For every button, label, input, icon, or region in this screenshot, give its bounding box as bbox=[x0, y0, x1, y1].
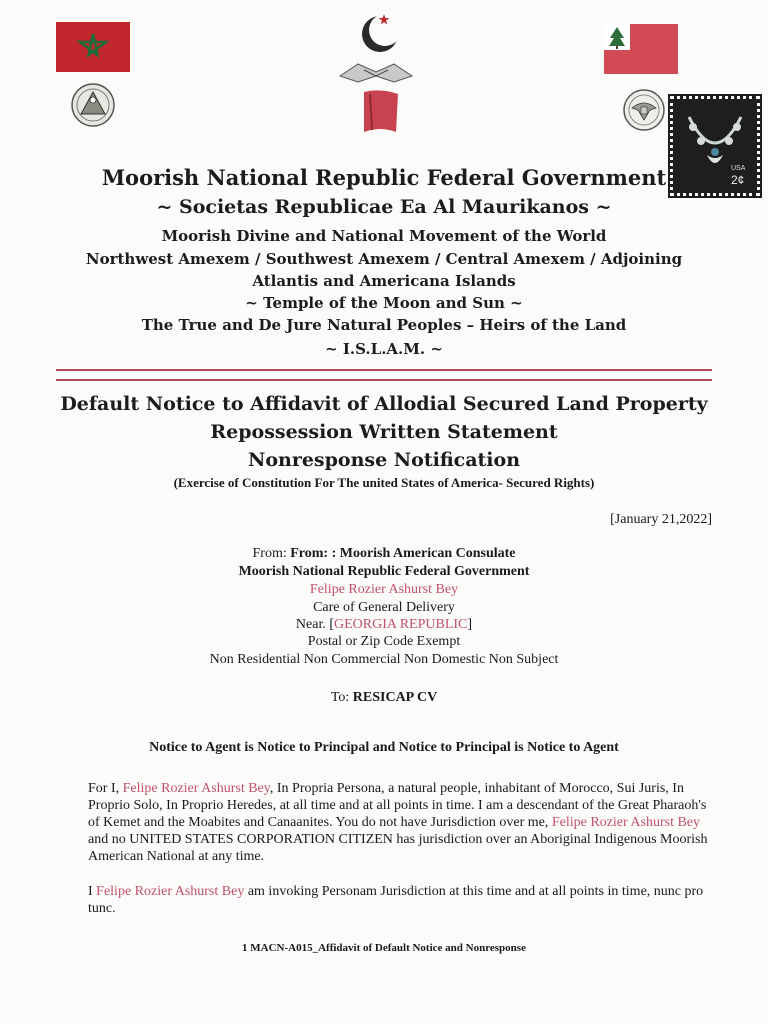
page-footer: 1 MACN-A015_Affidavit of Default Notice and Nonresponse bbox=[242, 942, 526, 954]
pyramid-seal-icon bbox=[70, 82, 116, 128]
handshake-icon bbox=[336, 58, 416, 86]
header-line-3: Moorish Divine and National Movement of the World bbox=[161, 227, 607, 245]
from-near bbox=[0, 617, 768, 633]
paragraph-1 bbox=[88, 780, 714, 865]
header-line-1: Moorish National Republic Federal Government bbox=[101, 165, 667, 190]
header-line-8: ~ I.S.L.A.M. ~ bbox=[325, 340, 443, 358]
from-name: Felipe Rozier Ashurst Bey bbox=[309, 582, 459, 597]
near-place: GEORGIA REPUBLIC bbox=[334, 617, 468, 632]
to-line bbox=[0, 690, 768, 706]
from-postal: Postal or Zip Code Exempt bbox=[307, 634, 461, 649]
para1-text-b: , In Propria Persona, a natural people, inhabitant of Morocco, Sui Juris, In Proprio Solo, In Proprio Heredes, at all time and at all points in time. I am a descendant of the Great Pharaoh's of Kemet and the Moabites and Canaanites. You do not have Jurisdiction over me, bbox=[88, 781, 707, 830]
notice-heading: Notice to Agent is Notice to Principal and Notice to Principal is Notice to Agent bbox=[149, 740, 619, 755]
red-flag-icon bbox=[360, 88, 402, 138]
para1-text-a: For I, bbox=[88, 781, 123, 796]
para1-name-2: Felipe Rozier Ashurst Bey bbox=[551, 815, 701, 830]
from-line bbox=[0, 546, 768, 562]
para1-text-c: and no UNITED STATES CORPORATION CITIZEN has jurisdiction over an Aboriginal Indigenous Moorish American National at any time. bbox=[88, 832, 708, 864]
from-label: From: bbox=[252, 546, 287, 561]
document-date: [January 21,2022] bbox=[610, 512, 712, 527]
to-label: To: bbox=[330, 690, 350, 705]
crescent-star-icon bbox=[358, 10, 404, 54]
divider-top bbox=[56, 369, 712, 371]
header-line-6: ~ Temple of the Moon and Sun ~ bbox=[245, 294, 523, 312]
header-line-5: Atlantis and Americana Islands bbox=[252, 272, 516, 290]
from-status: Non Residential Non Commercial Non Domestic Non Subject bbox=[209, 652, 559, 667]
eagle-seal-icon bbox=[622, 88, 666, 132]
to-name: RESICAP CV bbox=[352, 690, 438, 705]
divider-bottom bbox=[56, 379, 712, 381]
header-line-4: Northwest Amexem / Southwest Amexem / Central Amexem / Adjoining bbox=[85, 250, 683, 268]
title-subtitle: (Exercise of Constitution For The united States of America- Secured Rights) bbox=[173, 475, 595, 490]
title-line-3: Nonresponse Notification bbox=[247, 449, 521, 471]
header-line-2: ~ Societas Republicae Ea Al Maurikanos ~ bbox=[156, 196, 612, 218]
stamp-country: USA bbox=[731, 165, 746, 172]
para2-text-b: am invoking Personam Jurisdiction at this time and at all points in time, nunc pro tunc. bbox=[88, 884, 704, 916]
morocco-flag bbox=[56, 22, 130, 72]
paragraph-2 bbox=[88, 883, 714, 917]
from-care: Care of General Delivery bbox=[313, 600, 455, 615]
title-line-1: Default Notice to Affidavit of Allodial Secured Land Property bbox=[60, 393, 708, 415]
from-gov: Moorish National Republic Federal Government bbox=[238, 564, 530, 579]
para1-name-1: Felipe Rozier Ashurst Bey bbox=[122, 781, 270, 796]
para2-text-a: I bbox=[88, 884, 97, 899]
near-label: Near. [ bbox=[295, 617, 334, 632]
header-line-7: The True and De Jure Natural Peoples – Heirs of the Land bbox=[141, 316, 627, 334]
stamp-denomination: 2¢ bbox=[731, 173, 745, 187]
para2-name: Felipe Rozier Ashurst Bey bbox=[96, 884, 245, 899]
pine-tree-flag bbox=[604, 24, 678, 74]
title-line-2: Repossession Written Statement bbox=[210, 421, 558, 443]
near-close: ] bbox=[467, 617, 473, 632]
from-org: From: : Moorish American Consulate bbox=[290, 546, 516, 561]
